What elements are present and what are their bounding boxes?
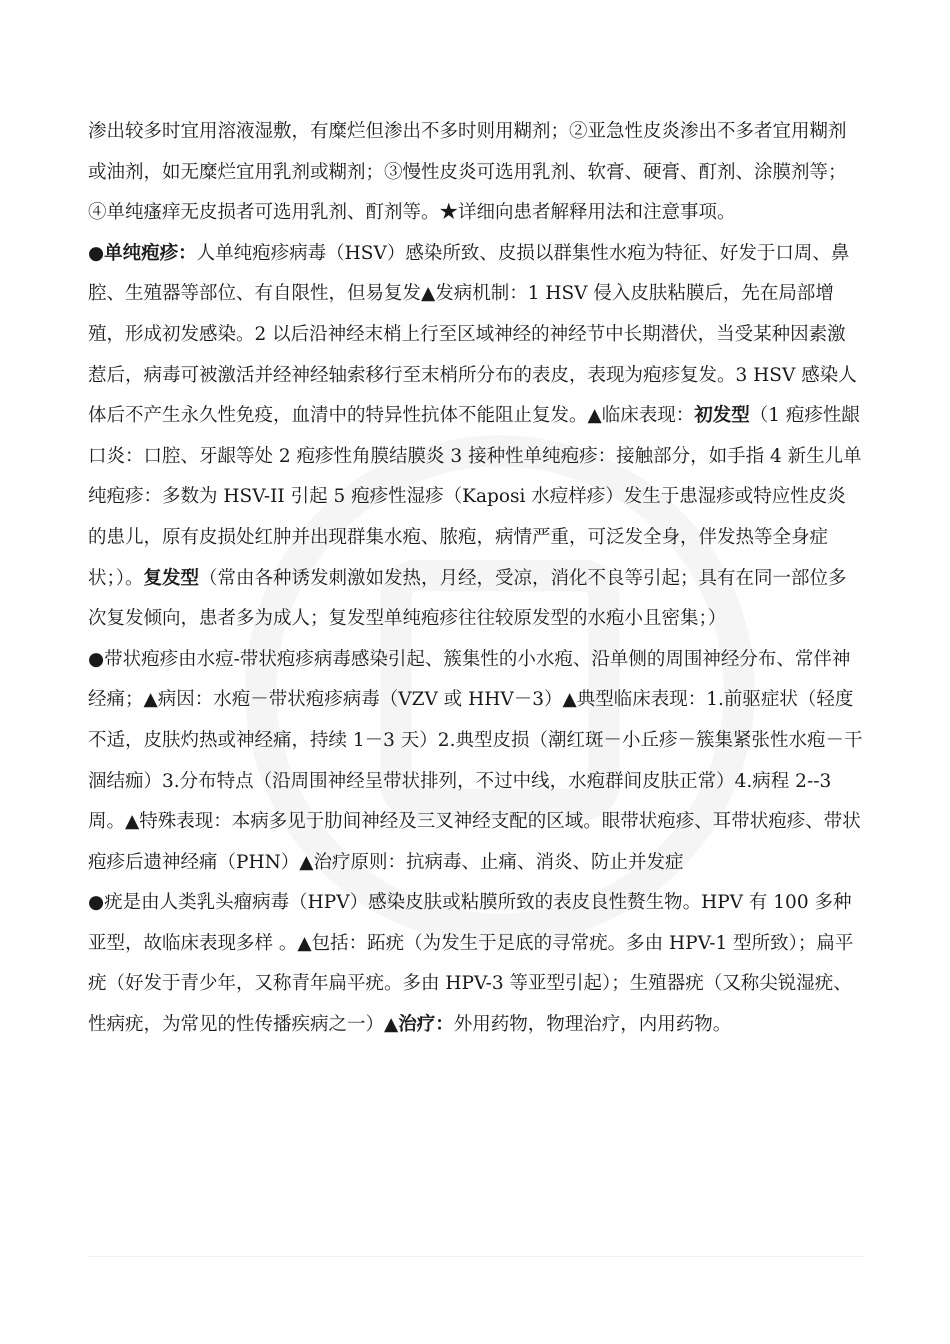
term-recurrent-type: 复发型 xyxy=(143,567,200,589)
paragraph-herpes-zoster xyxy=(88,640,864,884)
footer-divider xyxy=(88,1256,864,1257)
text-run: 外用药物，物理治疗，内用药物。 xyxy=(453,1014,732,1036)
text-run: ●疣是由人类乳头瘤病毒（HPV）感染皮肤或粘膜所致的表皮良性赘生物。HPV 有 100 多种亚型，故临床表现多样 。▲包括：跖疣（为发生于足底的寻常疣。多由 HPV-1 型所致）；扁平疣（好发于青少年，又称青年扁平疣。多由 HPV-3 等亚型引起）；生殖器疣（又称尖锐湿疣、性病疣，为常见的性传播疾病之一） xyxy=(88,892,854,1036)
paragraph-herpes-simplex xyxy=(88,234,864,640)
term-primary-type: 初发型 xyxy=(694,405,750,427)
paragraph-topical-dosage xyxy=(88,112,864,234)
text-run: （1 疱疹性龈口炎：口腔、牙龈等处 2 疱疹性角膜结膜炎 3 接种性单纯疱疹：接触部分，如手指 4 新生儿单纯疱疹：多数为 HSV-II 引起 5 疱疹性湿疹（Kaposi 水痘样疹）发生于患湿疹或特应性皮炎的患儿，原有皮损处红肿并出现群集水疱、脓疱，病情严重，可泛发全身，伴发热等全身症状；）。 xyxy=(88,405,862,589)
text-run: （常由各种诱发刺激如发热，月经，受凉，消化不良等引起；具有在同一部位多次复发倾向，患者多为成人；复发型单纯疱疹往往较原发型的水疱小且密集；） xyxy=(88,567,847,630)
text-run: 人单纯疱疹病毒（HSV）感染所致、皮损以群集性水疱为特征、好发于口周、鼻腔、生殖器等部位、有自限性，但易复发▲发病机制：1 HSV 侵入皮肤粘膜后，先在局部增殖，形成初发感染。2 以后沿神经末梢上行至区域神经的神经节中长期潜伏，当受某种因素激惹后，病毒可被激活并经神经轴索移行至末梢所分布的表皮，表现为疱疹复发。3 HSV 感染人体后不产生永久性免疫，血清中的特异性抗体不能阻止复发。▲临床表现： xyxy=(88,242,857,427)
text-run: ●带状疱疹由水痘-带状疱疹病毒感染引起、簇集性的小水疱、沿单侧的周围神经分布、常伴神经痛；▲病因：水疱－带状疱疹病毒（VZV 或 HHV－3）▲典型临床表现：1.前驱症状（轻度不适，皮肤灼热或神经痛，持续 1－3 天）2.典型皮损（潮红斑－小丘疹－簇集紧张性水疱－干涸结痂）3.分布特点（沿周围神经呈带状排列，不过中线，水疱群间皮肤正常）4.病程 2--3 周。▲特殊表现：本病多见于肋间神经及三叉神经支配的区域。眼带状疱疹、耳带状疱疹、带状疱疹后遗神经痛（PHN）▲治疗原则：抗病毒、止痛、消炎、防止并发症 xyxy=(88,648,863,873)
paragraph-warts xyxy=(88,883,864,1045)
document-body xyxy=(88,112,864,1046)
text-run: 渗出较多时宜用溶液湿敷，有糜烂但渗出不多时则用糊剂；②亚急性皮炎渗出不多者宜用糊剂或油剂，如无糜烂宜用乳剂或糊剂；③慢性皮炎可选用乳剂、软膏、硬膏、酊剂、涂膜剂等；④单纯瘙痒无皮损者可选用乳剂、酊剂等。★详细向患者解释用法和注意事项。 xyxy=(88,121,847,224)
heading-herpes-simplex: ●单纯疱疹： xyxy=(88,242,197,264)
term-treatment: ▲治疗： xyxy=(384,1014,454,1036)
